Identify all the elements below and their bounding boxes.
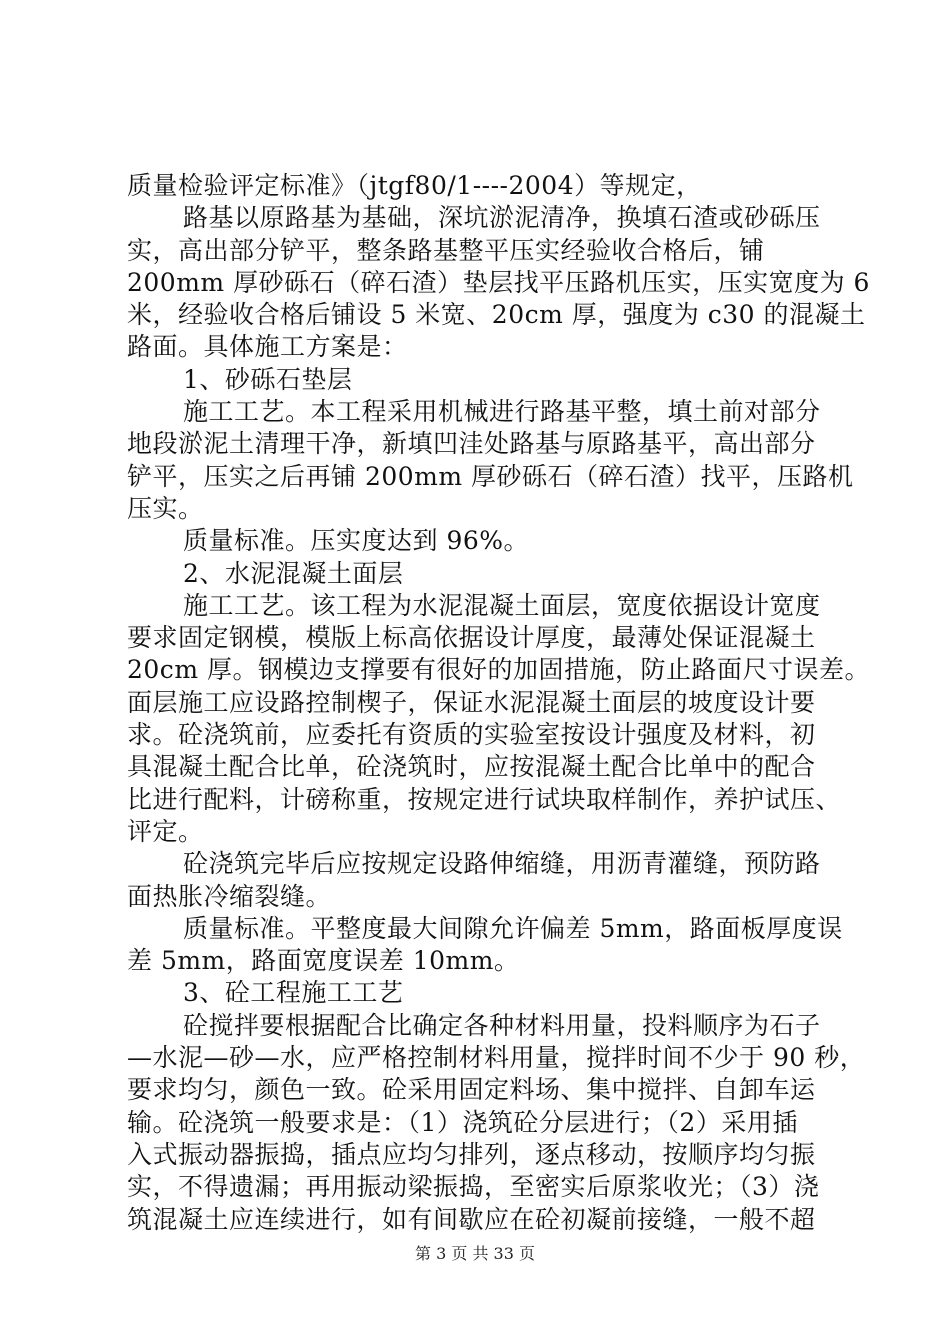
document-body [127, 170, 870, 1236]
text-line: 2、水泥混凝土面层 [183, 558, 404, 588]
text-line: 要求均匀，颜色一致。砼采用固定料场、集中搅拌、自卸车运 [127, 1075, 816, 1105]
text-line: 砼浇筑完毕后应按规定设路伸缩缝，用沥青灌缝，预防路 [183, 849, 821, 879]
text-line: 输。砼浇筑一般要求是：（1）浇筑砼分层进行；（2）采用插 [127, 1107, 798, 1137]
text-line: 面热胀冷缩裂缝。 [127, 881, 332, 911]
text-line: 求。砼浇筑前，应委托有资质的实验室按设计强度及材料，初 [127, 720, 816, 750]
text-line: 200mm 厚砂砾石（碎石渣）垫层找平压路机压实，压实宽度为 6 [127, 267, 870, 297]
text-line: 筑混凝土应连续进行，如有间歇应在砼初凝前接缝，一般不超 [127, 1204, 816, 1234]
text-line: 施工工艺。本工程采用机械进行路基平整，填土前对部分 [183, 397, 821, 427]
text-line: —水泥—砂—水，应严格控制材料用量，搅拌时间不少于 90 秒， [127, 1043, 866, 1073]
text-line: 质量标准。压实度达到 96%。 [183, 526, 530, 556]
text-line: 地段淤泥土清理干净，新填凹洼处路基与原路基平，高出部分 [127, 429, 816, 459]
text-line: 1、砂砾石垫层 [183, 364, 353, 394]
text-line: 实，不得遗漏；再用振动梁振捣，至密实后原浆收光；（3）浇 [127, 1172, 820, 1202]
text-line: 砼搅拌要根据配合比确定各种材料用量，投料顺序为石子 [183, 1010, 821, 1040]
text-line: 20cm 厚。钢模边支撑要有很好的加固措施，防止路面尺寸误差。 [127, 655, 870, 685]
text-line: 面层施工应设路控制楔子，保证水泥混凝土面层的坡度设计要 [127, 687, 816, 717]
text-line: 路面。具体施工方案是： [127, 332, 408, 362]
text-line: 评定。 [127, 816, 204, 846]
page-footer: 第 3 页 共 33 页 [415, 1244, 535, 1263]
text-line: 要求固定钢模，模版上标高依据设计厚度，最薄处保证混凝土 [127, 623, 816, 653]
text-line: 压实。 [127, 493, 204, 523]
text-line: 入式振动器振捣，插点应均匀排列，逐点移动，按顺序均匀振 [127, 1139, 816, 1169]
text-line: 质量检验评定标准》（jtgf80/1----2004）等规定， [127, 171, 702, 200]
text-line: 施工工艺。该工程为水泥混凝土面层，宽度依据设计宽度 [183, 590, 821, 620]
text-line: 米，经验收合格后铺设 5 米宽、20cm 厚，强度为 c30 的混凝土 [127, 300, 866, 330]
text-line: 质量标准。平整度最大间隙允许偏差 5mm，路面板厚度误 [183, 913, 843, 943]
text-line: 比进行配料，计磅称重，按规定进行试块取样制作，养护试压、 [127, 784, 842, 814]
text-line: 实，高出部分铲平，整条路基整平压实经验收合格后，铺 [127, 235, 765, 265]
text-line: 3、砼工程施工工艺 [183, 978, 404, 1008]
text-line: 路基以原路基为基础，深坑淤泥清净，换填石渣或砂砾压 [183, 203, 821, 233]
text-line: 铲平，压实之后再铺 200mm 厚砂砾石（碎石渣）找平，压路机 [127, 461, 854, 491]
text-line: 差 5mm，路面宽度误差 10mm。 [127, 946, 520, 976]
text-line: 具混凝土配合比单，砼浇筑时，应按混凝土配合比单中的配合 [127, 752, 816, 782]
